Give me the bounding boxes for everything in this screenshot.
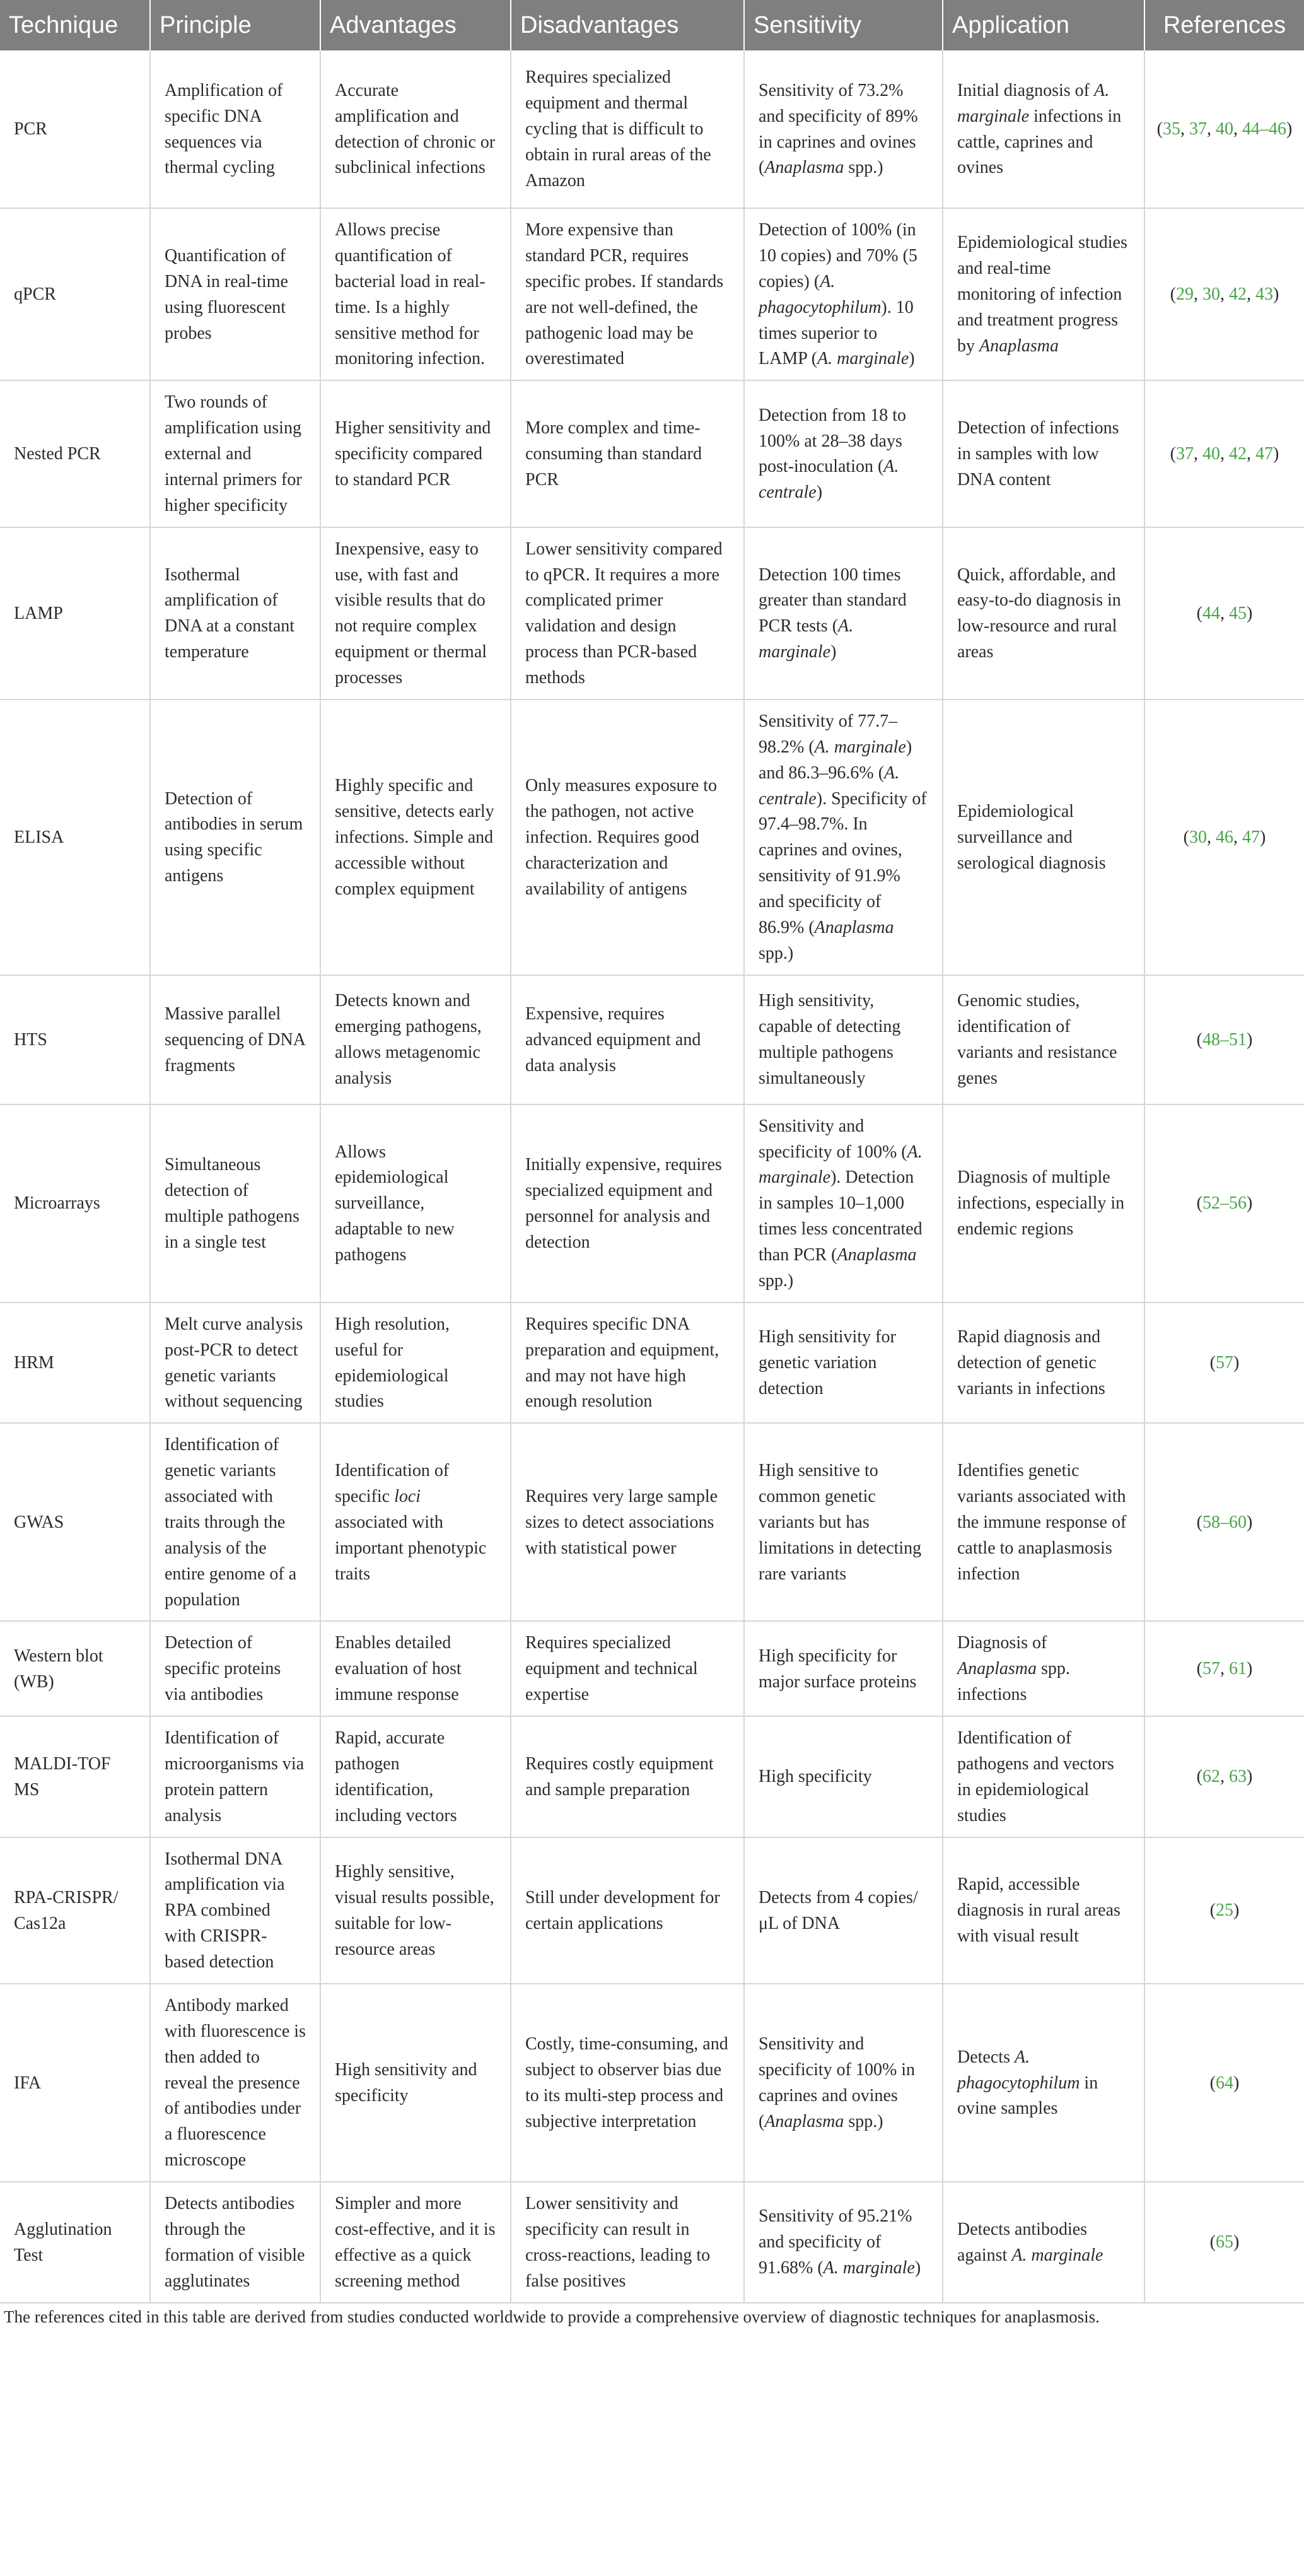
text-segment: spp.)	[759, 1270, 794, 1291]
cell-advantages: High sensitivity and specificity	[320, 1984, 511, 2182]
table-row	[0, 1423, 1304, 1621]
cell-principle: Isothermal DNA amplification via RPA combined with CRISPR-based detection	[150, 1837, 320, 1984]
cell-advantages: Detects known and emerging pathogens, allows metagenomic analysis	[320, 975, 511, 1104]
cell-references	[1144, 1303, 1304, 1424]
text-segment: (	[1156, 119, 1163, 139]
cell-technique: IFA	[0, 1984, 150, 2182]
text-segment: associated with important phenotypic traits	[335, 1512, 487, 1584]
cell-sensitivity	[744, 527, 943, 700]
cell-principle: Detects antibodies through the formation of visible agglutinates	[150, 2182, 320, 2303]
cell-references	[1144, 380, 1304, 527]
table-row	[0, 1984, 1304, 2182]
cell-references	[1144, 1104, 1304, 1303]
text-segment: )	[1247, 1512, 1253, 1532]
reference-link[interactable]: 40	[1202, 444, 1220, 464]
text-segment: Sensitivity of 73.2% and specificity of 89% in caprines and ovines (	[759, 80, 918, 178]
italic-text: A. phagocytophilum	[759, 271, 882, 317]
cell-references	[1144, 1716, 1304, 1837]
header-sensitivity: Sensitivity	[744, 0, 943, 50]
text-segment: High sensitivity for genetic variation detection	[759, 1327, 896, 1398]
italic-text: A. marginale	[759, 616, 854, 662]
reference-link[interactable]: 30	[1189, 827, 1207, 847]
text-segment: )	[830, 642, 837, 662]
text-segment: ,	[1194, 284, 1202, 305]
cell-principle: Quantification of DNA in real-time using fluorescent probes	[150, 208, 320, 380]
text-segment: High sensitivity, capable of detecting multiple pathogens simultaneously	[759, 991, 901, 1088]
italic-text: A. marginale	[1011, 2245, 1103, 2265]
table-row	[0, 700, 1304, 975]
cell-application	[943, 1984, 1144, 2182]
text-segment: )	[909, 349, 915, 369]
cell-principle: Amplification of specific DNA sequences via thermal cycling	[150, 50, 320, 208]
text-segment: Genomic studies, identification of variants and resistance genes	[957, 991, 1117, 1088]
text-segment: Sensitivity of 95.21% and specificity of 91.68% (	[759, 2206, 912, 2278]
table-row	[0, 50, 1304, 208]
text-segment: Detection from 18 to 100% at 28–38 days post-inoculation (	[759, 405, 907, 477]
reference-link[interactable]: 47	[1242, 827, 1260, 847]
cell-disadvantages: Requires specialized equipment and thermal cycling that is difficult to obtain in rural areas of the Amazon	[511, 50, 744, 208]
reference-link[interactable]: 42	[1229, 444, 1247, 464]
text-segment: ,	[1207, 827, 1216, 847]
cell-application	[943, 1104, 1144, 1303]
italic-text: A. marginale	[823, 2258, 915, 2278]
cell-sensitivity	[744, 700, 943, 975]
cell-sensitivity	[744, 1837, 943, 1984]
cell-principle: Simultaneous detection of multiple pathogens in a single test	[150, 1104, 320, 1303]
cell-references	[1144, 700, 1304, 975]
reference-link[interactable]: 58–60	[1202, 1512, 1247, 1532]
reference-link[interactable]: 46	[1216, 827, 1233, 847]
text-segment: Sensitivity and specificity of 100% (	[759, 1116, 907, 1162]
text-segment: )	[1273, 444, 1279, 464]
italic-text: Anaplasma	[957, 1659, 1037, 1679]
cell-advantages: Accurate amplification and detection of chronic or subclinical infections	[320, 50, 511, 208]
reference-link[interactable]: 52–56	[1202, 1193, 1247, 1214]
cell-principle: Two rounds of amplification using external and internal primers for higher specificity	[150, 380, 320, 527]
text-segment: ,	[1194, 444, 1202, 464]
reference-link[interactable]: 64	[1216, 2073, 1233, 2093]
cell-application	[943, 1423, 1144, 1621]
cell-sensitivity	[744, 1984, 943, 2182]
cell-disadvantages: Requires costly equipment and sample preparation	[511, 1716, 744, 1837]
cell-disadvantages: Expensive, requires advanced equipment and data analysis	[511, 975, 744, 1104]
text-segment: in ovine samples	[957, 2073, 1098, 2119]
text-segment: ,	[1220, 1659, 1229, 1679]
cell-technique: HTS	[0, 975, 150, 1104]
cell-advantages: Rapid, accurate pathogen identification, including vectors	[320, 1716, 511, 1837]
table-row	[0, 975, 1304, 1104]
cell-application	[943, 975, 1144, 1104]
text-segment: Identifies genetic variants associated with the immune response of cattle to anaplasmosis infection	[957, 1461, 1127, 1584]
cell-sensitivity	[744, 1716, 943, 1837]
cell-sensitivity	[744, 2182, 943, 2303]
reference-link[interactable]: 42	[1229, 284, 1247, 305]
text-segment: )	[1247, 1193, 1253, 1214]
table-row	[0, 2182, 1304, 2303]
reference-link[interactable]: 63	[1229, 1767, 1247, 1787]
cell-advantages: Inexpensive, easy to use, with fast and visible results that do not require complex equipment or thermal processes	[320, 527, 511, 700]
italic-text: A. phagocytophilum	[957, 2047, 1080, 2093]
text-segment: )	[1247, 1659, 1253, 1679]
cell-disadvantages: Still under development for certain applications	[511, 1837, 744, 1984]
text-segment: Sensitivity of 77.7–98.2% (	[759, 711, 898, 757]
text-segment: spp. infections	[957, 1659, 1070, 1705]
cell-application	[943, 208, 1144, 380]
text-segment: ,	[1180, 119, 1189, 139]
cell-principle: Massive parallel sequencing of DNA fragments	[150, 975, 320, 1104]
cell-technique: PCR	[0, 50, 150, 208]
cell-technique: Western blot (WB)	[0, 1621, 150, 1716]
cell-advantages: Allows epidemiological surveillance, adaptable to new pathogens	[320, 1104, 511, 1303]
text-segment: ,	[1207, 119, 1216, 139]
cell-application	[943, 1716, 1144, 1837]
cell-sensitivity	[744, 1621, 943, 1716]
text-segment: Detection of 100% (in 10 copies) and 70% (5 copies) (	[759, 220, 917, 291]
cell-references	[1144, 975, 1304, 1104]
reference-link[interactable]: 30	[1202, 284, 1220, 305]
reference-link[interactable]: 57	[1216, 1353, 1233, 1373]
cell-principle: Isothermal amplification of DNA at a constant temperature	[150, 527, 320, 700]
text-segment: )	[1233, 1353, 1240, 1373]
text-segment: )	[1247, 1767, 1253, 1787]
cell-references	[1144, 1984, 1304, 2182]
text-segment: Detects antibodies against	[957, 2219, 1088, 2265]
cell-advantages	[320, 1423, 511, 1621]
text-segment: Epidemiological surveillance and serological diagnosis	[957, 801, 1106, 873]
cell-disadvantages: Requires specialized equipment and technical expertise	[511, 1621, 744, 1716]
text-segment: (	[1209, 1900, 1216, 1921]
text-segment: High specificity	[759, 1767, 872, 1787]
text-segment: Detects	[957, 2047, 1015, 2067]
cell-references	[1144, 1423, 1304, 1621]
cell-references	[1144, 50, 1304, 208]
text-segment: )	[1286, 119, 1293, 139]
header-application: Application	[943, 0, 1144, 50]
header-advantages: Advantages	[320, 0, 511, 50]
cell-technique: Agglutination Test	[0, 2182, 150, 2303]
text-segment: Detection 100 times greater than standard PCR tests (	[759, 565, 907, 636]
table-footnote: The references cited in this table are derived from studies conducted worldwide to provide a comprehensive overview of diagnostic techniques for anaplasmosis.	[4, 2307, 1100, 2326]
text-segment: Identification of specific	[335, 1461, 450, 1506]
cell-application	[943, 700, 1144, 975]
cell-technique: Microarrays	[0, 1104, 150, 1303]
reference-link[interactable]: 44–46	[1242, 119, 1286, 139]
text-segment: Rapid, accessible diagnosis in rural areas with visual result	[957, 1875, 1121, 1947]
cell-principle: Antibody marked with fluorescence is then added to reveal the presence of antibodies under a fluorescence microscope	[150, 1984, 320, 2182]
text-segment: High specificity for major surface proteins	[759, 1646, 917, 1692]
table-row	[0, 1837, 1304, 1984]
header-technique: Technique	[0, 0, 150, 50]
text-segment: ). 10 times superior to LAMP (	[759, 297, 914, 369]
text-segment: )	[1233, 2073, 1240, 2093]
text-segment: Diagnosis of	[957, 1633, 1047, 1653]
cell-disadvantages: Only measures exposure to the pathogen, not active infection. Requires good characterization and availability of antigens	[511, 700, 744, 975]
reference-link[interactable]: 65	[1216, 2232, 1233, 2252]
cell-advantages: Enables detailed evaluation of host immune response	[320, 1621, 511, 1716]
text-segment: ). Specificity of 97.4–98.7%. In caprines and ovines, sensitivity of 91.9% and specificity of 86.9% (	[759, 788, 927, 937]
italic-text: Anaplasma	[764, 2111, 844, 2131]
reference-link[interactable]: 37	[1189, 119, 1207, 139]
reference-link[interactable]: 61	[1229, 1659, 1247, 1679]
cell-technique: LAMP	[0, 527, 150, 700]
text-segment: )	[914, 2258, 921, 2278]
cell-principle: Identification of microorganisms via protein pattern analysis	[150, 1716, 320, 1837]
cell-references	[1144, 1621, 1304, 1716]
table-row	[0, 380, 1304, 527]
table-row	[0, 1104, 1304, 1303]
cell-technique: qPCR	[0, 208, 150, 380]
cell-references	[1144, 208, 1304, 380]
reference-link[interactable]: 25	[1216, 1900, 1233, 1921]
text-segment: Quick, affordable, and easy-to-do diagnosis in low-resource and rural areas	[957, 565, 1121, 662]
text-segment: Rapid diagnosis and detection of genetic variants in infections	[957, 1327, 1105, 1398]
text-segment: Detects from 4 copies/ μL of DNA	[759, 1887, 918, 1933]
cell-disadvantages: Requires specific DNA preparation and equipment, and may not have high enough resolution	[511, 1303, 744, 1424]
reference-link[interactable]: 57	[1202, 1659, 1220, 1679]
cell-application	[943, 527, 1144, 700]
text-segment: spp.)	[759, 943, 794, 963]
text-segment: infections in cattle, caprines and ovines	[957, 106, 1122, 178]
text-segment: (	[1170, 284, 1176, 305]
text-segment: (	[1209, 1353, 1216, 1373]
text-segment: )	[1247, 1029, 1253, 1050]
italic-text: A. marginale	[817, 349, 909, 369]
table-row	[0, 1621, 1304, 1716]
text-segment: ,	[1220, 284, 1229, 305]
reference-link[interactable]: 40	[1216, 119, 1233, 139]
cell-disadvantages: More complex and time-consuming than standard PCR	[511, 380, 744, 527]
text-segment: spp.)	[844, 158, 883, 178]
text-segment: spp.)	[844, 2111, 883, 2131]
cell-sensitivity	[744, 50, 943, 208]
italic-text: loci	[394, 1487, 421, 1506]
cell-advantages: Highly specific and sensitive, detects early infections. Simple and accessible without complex equipment	[320, 700, 511, 975]
cell-principle: Identification of genetic variants associated with traits through the analysis of the entire genome of a population	[150, 1423, 320, 1621]
reference-link[interactable]: 29	[1176, 284, 1194, 305]
cell-application	[943, 1837, 1144, 1984]
cell-application	[943, 380, 1144, 527]
italic-text: A. marginale	[957, 80, 1110, 126]
text-segment: Detection of infections in samples with low DNA content	[957, 418, 1119, 489]
text-segment: )	[1233, 1900, 1240, 1921]
cell-application	[943, 1303, 1144, 1424]
text-segment: )	[1233, 2232, 1240, 2252]
cell-advantages: Allows precise quantification of bacterial load in real-time. Is a highly sensitive method for monitoring infection.	[320, 208, 511, 380]
text-segment: Diagnosis of multiple infections, especially in endemic regions	[957, 1168, 1125, 1239]
table-row	[0, 527, 1304, 700]
reference-link[interactable]: 45	[1229, 603, 1247, 623]
text-segment: High sensitive to common genetic variants but has limitations in detecting rare variants	[759, 1461, 922, 1584]
cell-advantages: Highly sensitive, visual results possible, suitable for low-resource areas	[320, 1837, 511, 1984]
cell-sensitivity	[744, 380, 943, 527]
cell-disadvantages: More expensive than standard PCR, requires specific probes. If standards are not well-defined, the pathogenic load may be overestimated	[511, 208, 744, 380]
reference-link[interactable]: 44	[1202, 603, 1220, 623]
cell-principle: Melt curve analysis post-PCR to detect genetic variants without sequencing	[150, 1303, 320, 1424]
text-segment: ) and 86.3–96.6% (	[759, 737, 912, 783]
text-segment: )	[1260, 827, 1266, 847]
cell-sensitivity	[744, 1104, 943, 1303]
text-segment: ,	[1233, 119, 1242, 139]
text-segment: (	[1183, 827, 1189, 847]
cell-references	[1144, 2182, 1304, 2303]
text-segment: ,	[1247, 284, 1255, 305]
text-segment: )	[816, 483, 823, 503]
text-segment: (	[1196, 1029, 1202, 1050]
reference-link[interactable]: 35	[1163, 119, 1180, 139]
table-header-row	[0, 0, 1304, 50]
text-segment: ,	[1247, 444, 1255, 464]
cell-disadvantages: Costly, time-consuming, and subject to observer bias due to its multi-step process and subjective interpretation	[511, 1984, 744, 2182]
text-segment: (	[1196, 1659, 1202, 1679]
cell-disadvantages: Lower sensitivity and specificity can result in cross-reactions, leading to false positives	[511, 2182, 744, 2303]
text-segment: (	[1196, 1193, 1202, 1214]
italic-text: Anaplasma	[979, 336, 1059, 356]
text-segment: Identification of pathogens and vectors in epidemiological studies	[957, 1728, 1114, 1825]
text-segment: )	[1247, 603, 1253, 623]
cell-technique: ELISA	[0, 700, 150, 975]
table-row	[0, 1303, 1304, 1424]
text-segment: (	[1170, 444, 1176, 464]
reference-link[interactable]: 43	[1255, 284, 1273, 305]
text-segment: (	[1196, 603, 1202, 623]
table-row	[0, 1716, 1304, 1837]
cell-technique: HRM	[0, 1303, 150, 1424]
cell-application	[943, 1621, 1144, 1716]
cell-references	[1144, 527, 1304, 700]
header-references: References	[1144, 0, 1304, 50]
cell-sensitivity	[744, 1303, 943, 1424]
reference-link[interactable]: 47	[1255, 444, 1273, 464]
cell-disadvantages: Initially expensive, requires specialized equipment and personnel for analysis and detection	[511, 1104, 744, 1303]
text-segment: Sensitivity and specificity of 100% in caprines and ovines (	[759, 2034, 916, 2131]
header-principle: Principle	[150, 0, 320, 50]
cell-technique: Nested PCR	[0, 380, 150, 527]
text-segment: Initial diagnosis of	[957, 80, 1094, 100]
cell-sensitivity	[744, 208, 943, 380]
cell-disadvantages: Lower sensitivity compared to qPCR. It requires a more complicated primer validation and design process than PCR-based methods	[511, 527, 744, 700]
text-segment: (	[1196, 1512, 1202, 1532]
cell-advantages: Higher sensitivity and specificity compared to standard PCR	[320, 380, 511, 527]
text-segment: ,	[1233, 827, 1242, 847]
text-segment: Epidemiological studies and real-time monitoring of infection and treatment progress by	[957, 233, 1127, 356]
cell-principle: Detection of antibodies in serum using specific antigens	[150, 700, 320, 975]
text-segment: (	[1209, 2073, 1216, 2093]
text-segment: ,	[1220, 603, 1229, 623]
cell-advantages: High resolution, useful for epidemiological studies	[320, 1303, 511, 1424]
text-segment: )	[1273, 284, 1279, 305]
cell-disadvantages: Requires very large sample sizes to detect associations with statistical power	[511, 1423, 744, 1621]
cell-principle: Detection of specific proteins via antibodies	[150, 1621, 320, 1716]
cell-application	[943, 2182, 1144, 2303]
header-disadvantages: Disadvantages	[511, 0, 744, 50]
text-segment: ). Detection in samples 10–1,000 times less concentrated than PCR (	[759, 1168, 923, 1265]
cell-sensitivity	[744, 975, 943, 1104]
text-segment: (	[1196, 1767, 1202, 1787]
table-row	[0, 208, 1304, 380]
italic-text: A. marginale	[759, 1142, 923, 1188]
text-segment: ,	[1220, 444, 1229, 464]
reference-link[interactable]: 62	[1202, 1767, 1220, 1787]
italic-text: Anaplasma	[837, 1245, 917, 1265]
italic-text: Anaplasma	[764, 158, 844, 178]
text-segment: ,	[1220, 1767, 1229, 1787]
cell-technique: RPA-CRISPR/ Cas12a	[0, 1837, 150, 1984]
cell-technique: GWAS	[0, 1423, 150, 1621]
italic-text: A. centrale	[759, 457, 899, 503]
reference-link[interactable]: 48–51	[1202, 1029, 1247, 1050]
reference-link[interactable]: 37	[1176, 444, 1194, 464]
cell-references	[1144, 1837, 1304, 1984]
text-segment: (	[1209, 2232, 1216, 2252]
italic-text: A. centrale	[759, 763, 900, 809]
cell-advantages: Simpler and more cost-effective, and it is effective as a quick screening method	[320, 2182, 511, 2303]
italic-text: Anaplasma	[814, 917, 894, 937]
cell-sensitivity	[744, 1423, 943, 1621]
cell-application	[943, 50, 1144, 208]
table-body	[0, 50, 1304, 2303]
italic-text: A. marginale	[814, 737, 906, 757]
cell-technique: MALDI-TOF MS	[0, 1716, 150, 1837]
